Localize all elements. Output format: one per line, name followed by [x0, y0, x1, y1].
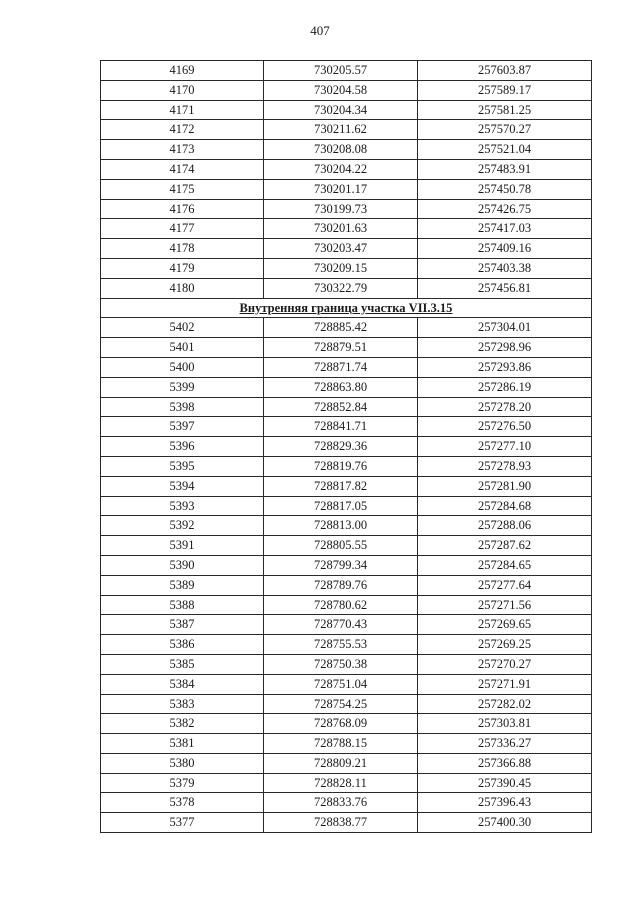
table-row: [101, 258, 592, 278]
y-coordinate-cell: 257276.50: [418, 417, 592, 437]
y-coordinate-cell: 257282.02: [418, 694, 592, 714]
x-coordinate-cell: 728780.62: [264, 595, 418, 615]
point-number-cell: 5396: [101, 437, 264, 457]
table-row: [101, 714, 592, 734]
point-number-cell: 5400: [101, 357, 264, 377]
y-coordinate-cell: 257270.27: [418, 654, 592, 674]
y-coordinate-cell: 257390.45: [418, 773, 592, 793]
section-heading-row: [101, 298, 592, 318]
x-coordinate-cell: 728809.21: [264, 753, 418, 773]
table-row: [101, 338, 592, 358]
point-number-cell: 4177: [101, 219, 264, 239]
y-coordinate-cell: 257304.01: [418, 318, 592, 338]
y-coordinate-cell: 257284.68: [418, 496, 592, 516]
table-row: [101, 615, 592, 635]
y-coordinate-cell: 257277.64: [418, 575, 592, 595]
x-coordinate-cell: 728817.82: [264, 476, 418, 496]
point-number-cell: 5377: [101, 813, 264, 833]
x-coordinate-cell: 728751.04: [264, 674, 418, 694]
table-row: [101, 536, 592, 556]
point-number-cell: 5391: [101, 536, 264, 556]
point-number-cell: 4176: [101, 199, 264, 219]
table-row: [101, 61, 592, 81]
x-coordinate-cell: 730199.73: [264, 199, 418, 219]
y-coordinate-cell: 257278.93: [418, 456, 592, 476]
x-coordinate-cell: 728770.43: [264, 615, 418, 635]
point-number-cell: 5380: [101, 753, 264, 773]
point-number-cell: 5402: [101, 318, 264, 338]
x-coordinate-cell: 730201.63: [264, 219, 418, 239]
table-row: [101, 318, 592, 338]
table-row: [101, 417, 592, 437]
table-row: [101, 496, 592, 516]
coordinates-table: [100, 60, 592, 833]
x-coordinate-cell: 728871.74: [264, 357, 418, 377]
y-coordinate-cell: 257269.25: [418, 635, 592, 655]
x-coordinate-cell: 730201.17: [264, 179, 418, 199]
x-coordinate-cell: 730205.57: [264, 61, 418, 81]
y-coordinate-cell: 257336.27: [418, 734, 592, 754]
point-number-cell: 4179: [101, 258, 264, 278]
y-coordinate-cell: 257284.65: [418, 555, 592, 575]
table-row: [101, 694, 592, 714]
point-number-cell: 5384: [101, 674, 264, 694]
table-row: [101, 793, 592, 813]
y-coordinate-cell: 257288.06: [418, 516, 592, 536]
y-coordinate-cell: 257293.86: [418, 357, 592, 377]
table-row: [101, 437, 592, 457]
x-coordinate-cell: 728829.36: [264, 437, 418, 457]
x-coordinate-cell: 728754.25: [264, 694, 418, 714]
point-number-cell: 4173: [101, 140, 264, 160]
x-coordinate-cell: 730203.47: [264, 239, 418, 259]
table-row: [101, 555, 592, 575]
y-coordinate-cell: 257269.65: [418, 615, 592, 635]
table-row: [101, 278, 592, 298]
point-number-cell: 5388: [101, 595, 264, 615]
y-coordinate-cell: 257396.43: [418, 793, 592, 813]
y-coordinate-cell: 257277.10: [418, 437, 592, 457]
point-number-cell: 5398: [101, 397, 264, 417]
y-coordinate-cell: 257278.20: [418, 397, 592, 417]
point-number-cell: 5381: [101, 734, 264, 754]
section-heading: Внутренняя граница участка VII.3.15: [101, 298, 592, 318]
table-row: [101, 516, 592, 536]
y-coordinate-cell: 257303.81: [418, 714, 592, 734]
x-coordinate-cell: 728750.38: [264, 654, 418, 674]
x-coordinate-cell: 728755.53: [264, 635, 418, 655]
point-number-cell: 5383: [101, 694, 264, 714]
table-row: [101, 357, 592, 377]
point-number-cell: 5393: [101, 496, 264, 516]
y-coordinate-cell: 257409.16: [418, 239, 592, 259]
y-coordinate-cell: 257589.17: [418, 80, 592, 100]
point-number-cell: 5382: [101, 714, 264, 734]
table-row: [101, 813, 592, 833]
table-row: [101, 575, 592, 595]
x-coordinate-cell: 728841.71: [264, 417, 418, 437]
table-row: [101, 219, 592, 239]
point-number-cell: 5395: [101, 456, 264, 476]
table-row: [101, 456, 592, 476]
point-number-cell: 5399: [101, 377, 264, 397]
x-coordinate-cell: 728799.34: [264, 555, 418, 575]
x-coordinate-cell: 730322.79: [264, 278, 418, 298]
x-coordinate-cell: 728852.84: [264, 397, 418, 417]
point-number-cell: 4178: [101, 239, 264, 259]
table-row: [101, 753, 592, 773]
table-row: [101, 80, 592, 100]
point-number-cell: 4174: [101, 159, 264, 179]
page-number: 407: [310, 23, 330, 38]
table-row: [101, 100, 592, 120]
table-row: [101, 674, 592, 694]
y-coordinate-cell: 257366.88: [418, 753, 592, 773]
x-coordinate-cell: 728817.05: [264, 496, 418, 516]
table-row: [101, 773, 592, 793]
y-coordinate-cell: 257581.25: [418, 100, 592, 120]
table-row: [101, 239, 592, 259]
y-coordinate-cell: 257400.30: [418, 813, 592, 833]
point-number-cell: 4180: [101, 278, 264, 298]
x-coordinate-cell: 728838.77: [264, 813, 418, 833]
x-coordinate-cell: 728768.09: [264, 714, 418, 734]
table-row: [101, 654, 592, 674]
table-row: [101, 635, 592, 655]
point-number-cell: 5385: [101, 654, 264, 674]
x-coordinate-cell: 730204.34: [264, 100, 418, 120]
y-coordinate-cell: 257521.04: [418, 140, 592, 160]
table-row: [101, 159, 592, 179]
x-coordinate-cell: 728863.80: [264, 377, 418, 397]
point-number-cell: 4171: [101, 100, 264, 120]
x-coordinate-cell: 730204.58: [264, 80, 418, 100]
x-coordinate-cell: 730204.22: [264, 159, 418, 179]
y-coordinate-cell: 257426.75: [418, 199, 592, 219]
table-row: [101, 397, 592, 417]
point-number-cell: 5392: [101, 516, 264, 536]
coordinates-rows-before: [101, 61, 592, 299]
x-coordinate-cell: 728805.55: [264, 536, 418, 556]
table-row: [101, 595, 592, 615]
coordinates-rows-after: [101, 318, 592, 833]
y-coordinate-cell: 257456.81: [418, 278, 592, 298]
y-coordinate-cell: 257450.78: [418, 179, 592, 199]
section-heading-group: [101, 298, 592, 318]
table-row: [101, 377, 592, 397]
table-row: [101, 179, 592, 199]
y-coordinate-cell: 257603.87: [418, 61, 592, 81]
x-coordinate-cell: 728828.11: [264, 773, 418, 793]
x-coordinate-cell: 728885.42: [264, 318, 418, 338]
table-row: [101, 199, 592, 219]
y-coordinate-cell: 257298.96: [418, 338, 592, 358]
x-coordinate-cell: 728819.76: [264, 456, 418, 476]
y-coordinate-cell: 257281.90: [418, 476, 592, 496]
point-number-cell: 5389: [101, 575, 264, 595]
y-coordinate-cell: 257403.38: [418, 258, 592, 278]
point-number-cell: 4172: [101, 120, 264, 140]
point-number-cell: 5397: [101, 417, 264, 437]
x-coordinate-cell: 728879.51: [264, 338, 418, 358]
point-number-cell: 5390: [101, 555, 264, 575]
point-number-cell: 5386: [101, 635, 264, 655]
x-coordinate-cell: 728813.00: [264, 516, 418, 536]
point-number-cell: 4170: [101, 80, 264, 100]
y-coordinate-cell: 257286.19: [418, 377, 592, 397]
y-coordinate-cell: 257287.62: [418, 536, 592, 556]
x-coordinate-cell: 728789.76: [264, 575, 418, 595]
point-number-cell: 5394: [101, 476, 264, 496]
x-coordinate-cell: 730208.08: [264, 140, 418, 160]
y-coordinate-cell: 257483.91: [418, 159, 592, 179]
x-coordinate-cell: 730209.15: [264, 258, 418, 278]
y-coordinate-cell: 257271.91: [418, 674, 592, 694]
x-coordinate-cell: 728788.15: [264, 734, 418, 754]
y-coordinate-cell: 257570.27: [418, 120, 592, 140]
point-number-cell: 5379: [101, 773, 264, 793]
point-number-cell: 5401: [101, 338, 264, 358]
table-row: [101, 476, 592, 496]
y-coordinate-cell: 257417.03: [418, 219, 592, 239]
table-row: [101, 120, 592, 140]
point-number-cell: 4175: [101, 179, 264, 199]
x-coordinate-cell: 728833.76: [264, 793, 418, 813]
point-number-cell: 4169: [101, 61, 264, 81]
point-number-cell: 5387: [101, 615, 264, 635]
x-coordinate-cell: 730211.62: [264, 120, 418, 140]
table-row: [101, 140, 592, 160]
y-coordinate-cell: 257271.56: [418, 595, 592, 615]
point-number-cell: 5378: [101, 793, 264, 813]
table-row: [101, 734, 592, 754]
